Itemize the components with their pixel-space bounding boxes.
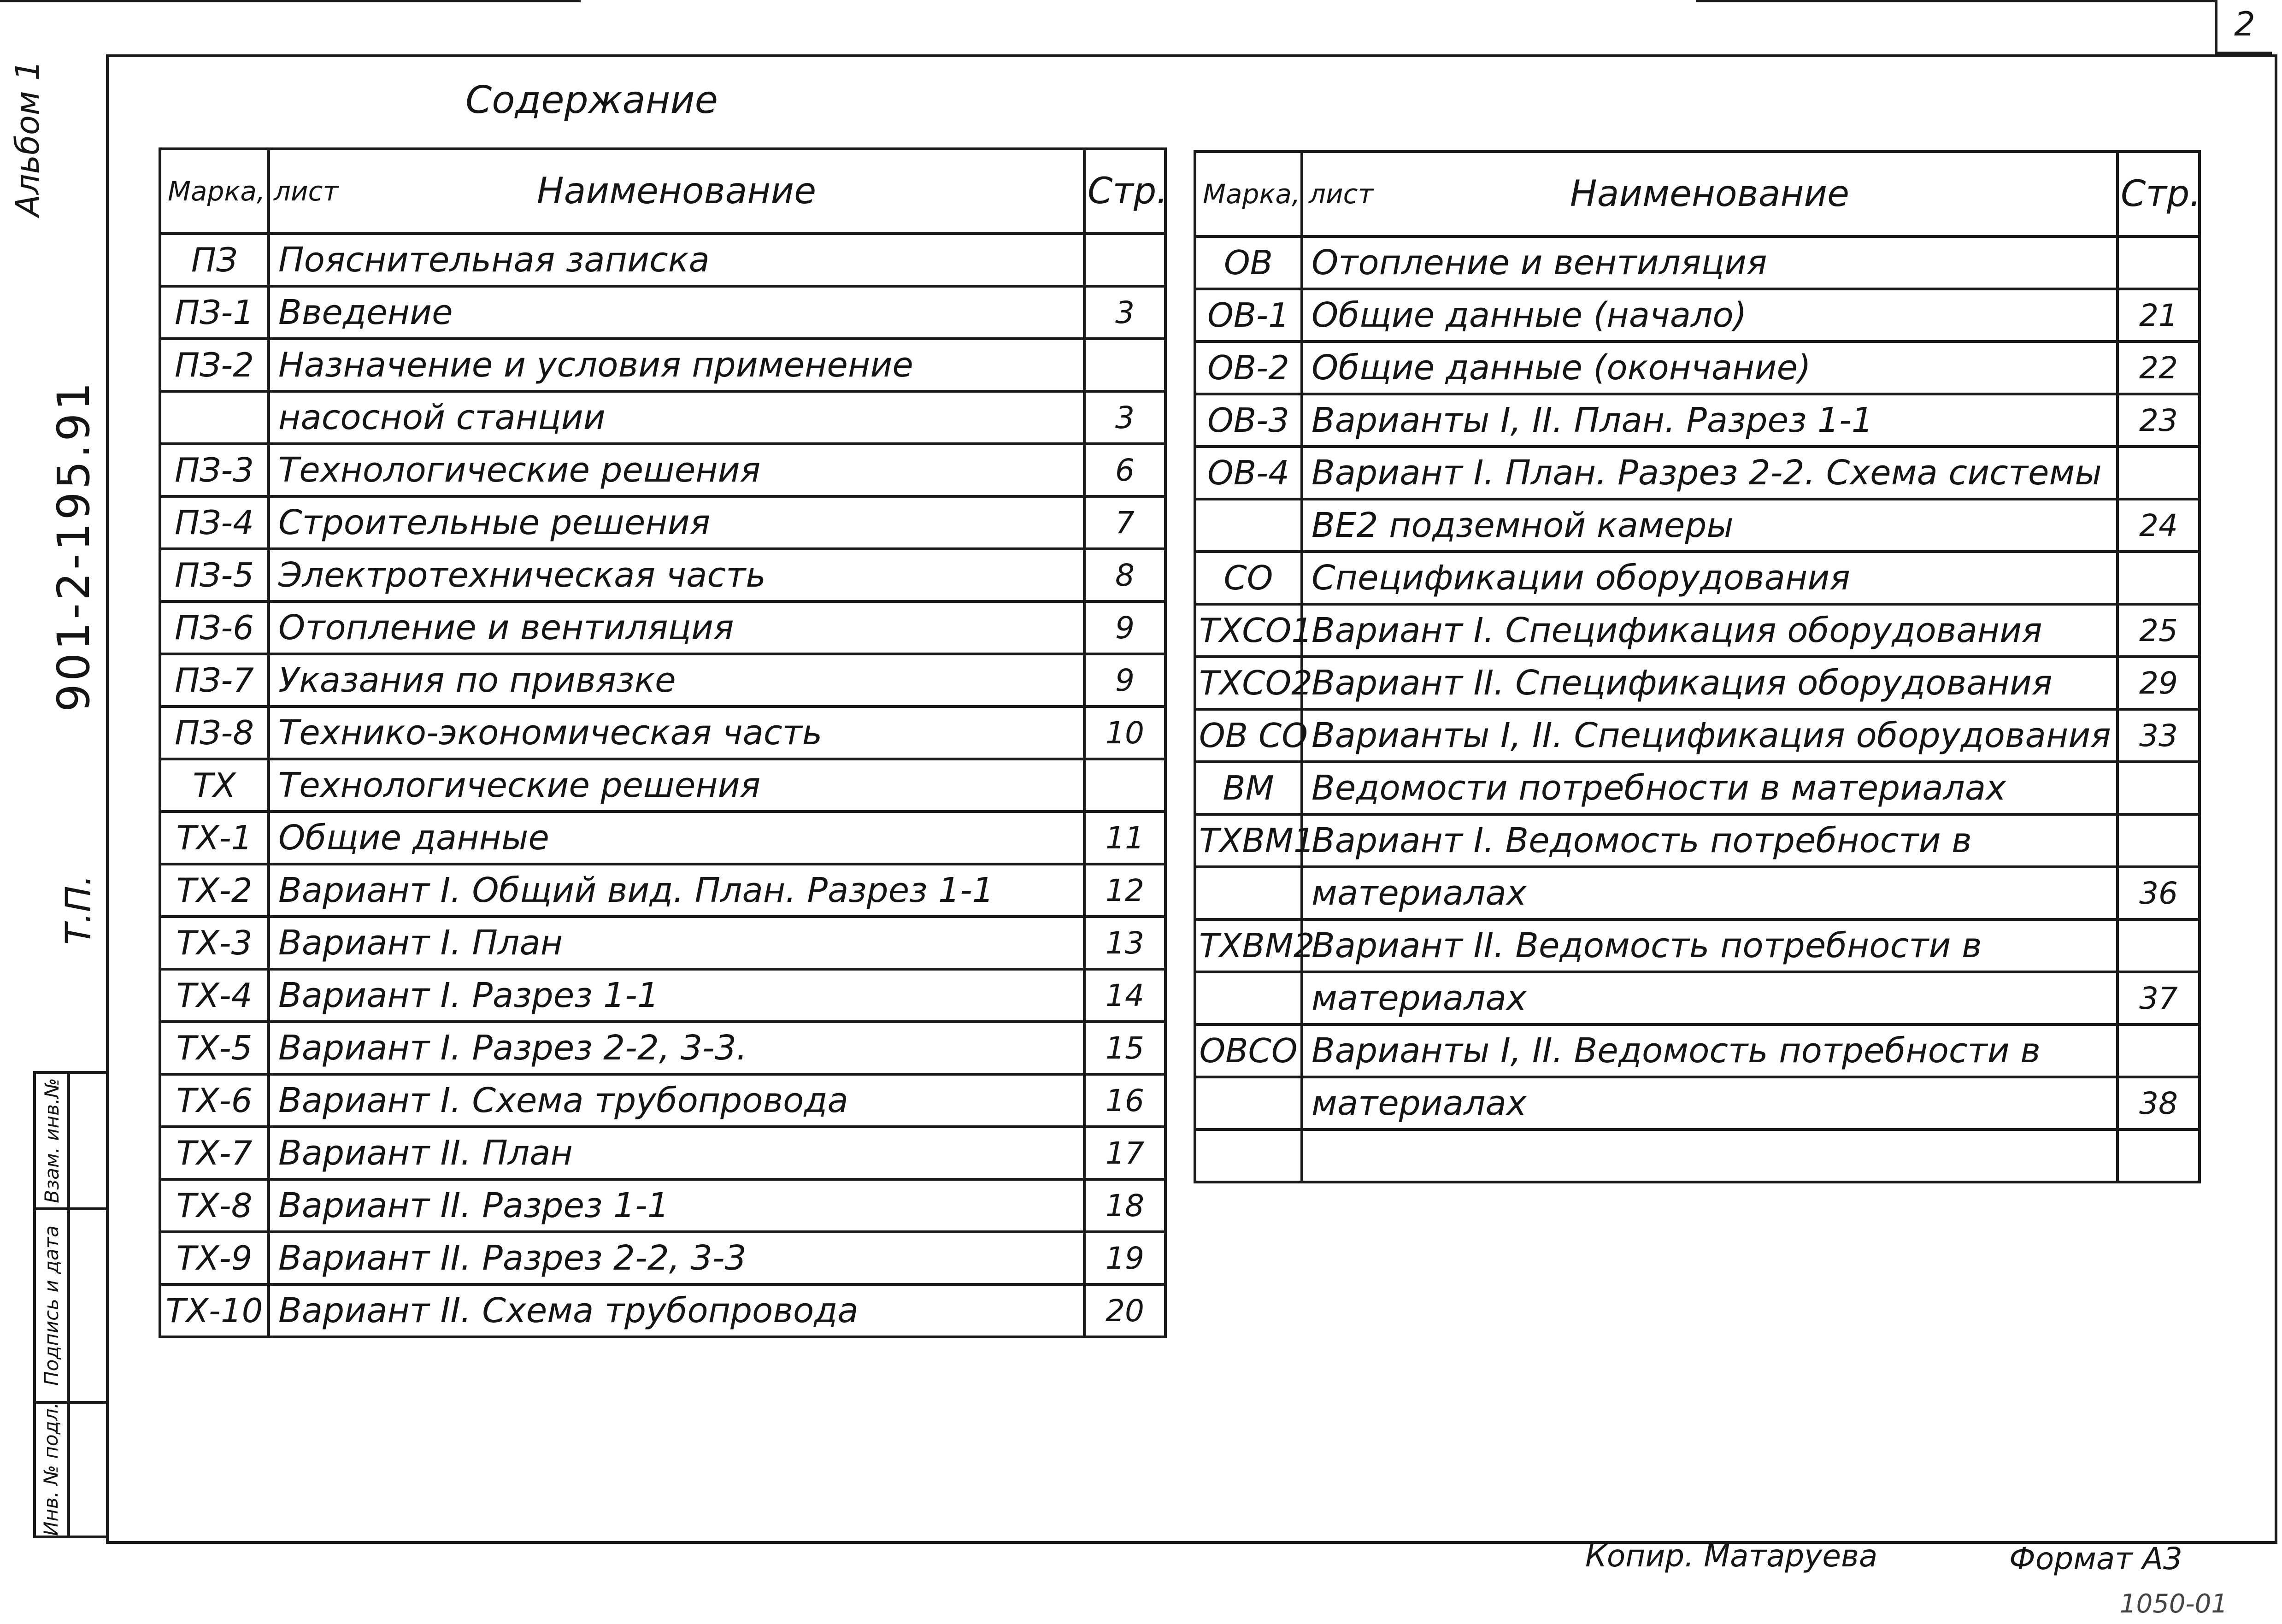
row-code: ОВ-2 bbox=[1195, 341, 1302, 394]
table-row bbox=[160, 917, 1165, 969]
row-code: ТХ-2 bbox=[160, 864, 269, 917]
table-row bbox=[160, 1074, 1165, 1127]
row-page: 7 bbox=[1084, 496, 1165, 549]
row-code: ТХ-6 bbox=[160, 1074, 269, 1127]
row-page: 33 bbox=[2117, 709, 2200, 762]
row-name: материалах bbox=[1302, 972, 2117, 1024]
row-code: ПЗ-2 bbox=[160, 339, 269, 391]
row-name: Технологические решения bbox=[269, 444, 1084, 496]
row-name: материалах bbox=[1302, 1077, 2117, 1130]
row-page: 23 bbox=[2117, 394, 2200, 447]
row-name: Технико-экономическая часть bbox=[269, 706, 1084, 759]
row-code: ПЗ-6 bbox=[160, 601, 269, 654]
row-page: 9 bbox=[1084, 601, 1165, 654]
table-row bbox=[160, 286, 1165, 339]
table-row bbox=[1195, 972, 2200, 1024]
top-edge-line-right bbox=[1696, 0, 2217, 2]
table-row bbox=[1195, 341, 2200, 394]
designation-label: 901-2-195.91 bbox=[48, 379, 100, 712]
row-name: Общие данные (окончание) bbox=[1302, 341, 2117, 394]
side-stamp-inv: Инв. № подл. bbox=[40, 1402, 62, 1536]
table-header-row bbox=[1195, 152, 2200, 236]
row-page: 38 bbox=[2117, 1077, 2200, 1130]
row-page: 8 bbox=[1084, 549, 1165, 601]
table-row bbox=[160, 759, 1165, 812]
table-row bbox=[160, 969, 1165, 1022]
row-name: Вариант I. План bbox=[269, 917, 1084, 969]
row-name: Указания по привязке bbox=[269, 654, 1084, 706]
row-code: ПЗ-3 bbox=[160, 444, 269, 496]
row-code: ПЗ-4 bbox=[160, 496, 269, 549]
row-code: ТХ-3 bbox=[160, 917, 269, 969]
album-label: Альбом 1 bbox=[9, 60, 47, 217]
header-mark: Марка, лист bbox=[160, 149, 269, 234]
table-row bbox=[160, 706, 1165, 759]
side-stamp-podpis: Подпись и дата bbox=[40, 1225, 63, 1386]
row-code: ОВ bbox=[1195, 236, 1302, 289]
row-page: 19 bbox=[1084, 1232, 1165, 1284]
row-name: насосной станции bbox=[269, 391, 1084, 444]
copied-by: Копир. Матаруева bbox=[1585, 1538, 1878, 1574]
row-code: ТХСО2 bbox=[1195, 657, 1302, 709]
row-code: ТХ-9 bbox=[160, 1232, 269, 1284]
format-label: Формат А3 bbox=[2009, 1541, 2182, 1577]
table-row bbox=[1195, 447, 2200, 499]
side-stamp-divider-v bbox=[67, 1074, 70, 1538]
row-code bbox=[1195, 867, 1302, 919]
row-page bbox=[2117, 762, 2200, 814]
row-page: 17 bbox=[1084, 1127, 1165, 1179]
row-name: Вариант II. Разрез 2-2, 3-3 bbox=[269, 1232, 1084, 1284]
table-row bbox=[160, 1232, 1165, 1284]
row-code: ВМ bbox=[1195, 762, 1302, 814]
table-row bbox=[160, 812, 1165, 864]
row-page bbox=[2117, 919, 2200, 972]
row-name: Вариант II. Разрез 1-1 bbox=[269, 1179, 1084, 1232]
row-name: Вариант I. Общий вид. План. Разрез 1-1 bbox=[269, 864, 1084, 917]
row-name: Ведомости потребности в материалах bbox=[1302, 762, 2117, 814]
row-code: ТХ-10 bbox=[160, 1284, 269, 1337]
row-code bbox=[1195, 499, 1302, 552]
row-code: ПЗ-8 bbox=[160, 706, 269, 759]
row-name: Варианты I, II. Спецификация оборудования bbox=[1302, 709, 2117, 762]
row-code: ОВ-3 bbox=[1195, 394, 1302, 447]
row-name: Варианты I, II. План. Разрез 1-1 bbox=[1302, 394, 2117, 447]
row-code: ОВ-4 bbox=[1195, 447, 1302, 499]
row-page: 11 bbox=[1084, 812, 1165, 864]
table-row bbox=[1195, 919, 2200, 972]
row-name: Спецификации оборудования bbox=[1302, 552, 2117, 604]
row-page: 25 bbox=[2117, 604, 2200, 657]
table-row bbox=[160, 864, 1165, 917]
table-row bbox=[160, 1179, 1165, 1232]
sheet-number: 2 bbox=[2234, 5, 2255, 43]
row-page: 3 bbox=[1084, 286, 1165, 339]
row-code bbox=[1195, 1077, 1302, 1130]
table-row bbox=[160, 601, 1165, 654]
row-code: ТХ-7 bbox=[160, 1127, 269, 1179]
row-code: ТХ-8 bbox=[160, 1179, 269, 1232]
table-row bbox=[1195, 867, 2200, 919]
table-row bbox=[1195, 1130, 2200, 1182]
row-page bbox=[2117, 1024, 2200, 1077]
row-name: Вариант I. Спецификация оборудования bbox=[1302, 604, 2117, 657]
side-stamp bbox=[33, 1071, 109, 1538]
table-row bbox=[1195, 1024, 2200, 1077]
document-code: 1050-01 bbox=[2120, 1589, 2228, 1619]
row-page: 3 bbox=[1084, 391, 1165, 444]
header-name: Наименование bbox=[1302, 152, 2117, 236]
table-row bbox=[160, 234, 1165, 286]
row-code: ПЗ-1 bbox=[160, 286, 269, 339]
toc-table-right bbox=[1194, 150, 2201, 1183]
row-page bbox=[2117, 1130, 2200, 1182]
row-page bbox=[1084, 759, 1165, 812]
header-page: Стр. bbox=[2117, 152, 2200, 236]
row-page: 6 bbox=[1084, 444, 1165, 496]
table-row bbox=[160, 444, 1165, 496]
row-code bbox=[1195, 972, 1302, 1024]
row-name: Вариант I. Схема трубопровода bbox=[269, 1074, 1084, 1127]
row-page: 9 bbox=[1084, 654, 1165, 706]
table-row bbox=[160, 654, 1165, 706]
table-row bbox=[160, 1127, 1165, 1179]
table-row bbox=[1195, 499, 2200, 552]
row-name bbox=[1302, 1130, 2117, 1182]
row-page: 22 bbox=[2117, 341, 2200, 394]
row-code: ТХ-1 bbox=[160, 812, 269, 864]
table-row bbox=[1195, 762, 2200, 814]
sheet-number-box bbox=[2215, 0, 2272, 54]
row-name: Строительные решения bbox=[269, 496, 1084, 549]
table-row bbox=[160, 549, 1165, 601]
row-name: Вариант I. План. Разрез 2-2. Схема системы bbox=[1302, 447, 2117, 499]
row-code bbox=[1195, 1130, 1302, 1182]
row-page: 10 bbox=[1084, 706, 1165, 759]
row-page bbox=[2117, 814, 2200, 867]
side-stamp-vzam: Взам. инв.№ bbox=[41, 1078, 63, 1203]
row-name: Вариант II. Схема трубопровода bbox=[269, 1284, 1084, 1337]
row-code: ОВСО bbox=[1195, 1024, 1302, 1077]
row-page: 12 bbox=[1084, 864, 1165, 917]
row-name: Вариант II. План bbox=[269, 1127, 1084, 1179]
header-mark: Марка, лист bbox=[1195, 152, 1302, 236]
row-code: ТХ-5 bbox=[160, 1022, 269, 1074]
row-code: ПЗ-7 bbox=[160, 654, 269, 706]
table-row bbox=[1195, 394, 2200, 447]
table-row bbox=[1195, 1077, 2200, 1130]
row-name: Общие данные (начало) bbox=[1302, 289, 2117, 341]
table-row bbox=[1195, 709, 2200, 762]
row-code: ТХСО1 bbox=[1195, 604, 1302, 657]
row-name: Электротехническая часть bbox=[269, 549, 1084, 601]
row-name: ВЕ2 подземной камеры bbox=[1302, 499, 2117, 552]
row-page: 15 bbox=[1084, 1022, 1165, 1074]
row-name: Пояснительная записка bbox=[269, 234, 1084, 286]
table-row bbox=[160, 391, 1165, 444]
row-page bbox=[2117, 447, 2200, 499]
row-page: 29 bbox=[2117, 657, 2200, 709]
row-page: 21 bbox=[2117, 289, 2200, 341]
table-row bbox=[1195, 604, 2200, 657]
row-name: Вариант I. Ведомость потребности в bbox=[1302, 814, 2117, 867]
row-code: ТХВМ1 bbox=[1195, 814, 1302, 867]
row-page: 36 bbox=[2117, 867, 2200, 919]
row-name: Вариант II. Ведомость потребности в bbox=[1302, 919, 2117, 972]
header-name: Наименование bbox=[269, 149, 1084, 234]
row-name: Вариант I. Разрез 1-1 bbox=[269, 969, 1084, 1022]
table-row bbox=[160, 339, 1165, 391]
top-edge-line-left bbox=[0, 0, 581, 2]
row-page: 37 bbox=[2117, 972, 2200, 1024]
row-page bbox=[1084, 339, 1165, 391]
row-name: Отопление и вентиляция bbox=[269, 601, 1084, 654]
row-page: 24 bbox=[2117, 499, 2200, 552]
row-name: Технологические решения bbox=[269, 759, 1084, 812]
row-page bbox=[2117, 552, 2200, 604]
row-page: 14 bbox=[1084, 969, 1165, 1022]
toc-table-left bbox=[159, 147, 1167, 1338]
row-name: Варианты I, II. Ведомость потребности в bbox=[1302, 1024, 2117, 1077]
row-page bbox=[1084, 234, 1165, 286]
row-code: СО bbox=[1195, 552, 1302, 604]
table-row bbox=[1195, 552, 2200, 604]
table-header-row bbox=[160, 149, 1165, 234]
row-code: ОВ-1 bbox=[1195, 289, 1302, 341]
row-name: Введение bbox=[269, 286, 1084, 339]
table-row bbox=[160, 496, 1165, 549]
row-page bbox=[2117, 236, 2200, 289]
table-row bbox=[1195, 236, 2200, 289]
row-name: Назначение и условия применение bbox=[269, 339, 1084, 391]
row-name: Вариант I. Разрез 2-2, 3-3. bbox=[269, 1022, 1084, 1074]
row-page: 18 bbox=[1084, 1179, 1165, 1232]
row-code: ТХ bbox=[160, 759, 269, 812]
row-name: Отопление и вентиляция bbox=[1302, 236, 2117, 289]
tp-label: Т.П. bbox=[58, 875, 99, 945]
table-row bbox=[1195, 289, 2200, 341]
page-title: Содержание bbox=[465, 78, 718, 122]
table-row bbox=[160, 1284, 1165, 1337]
row-code: ТХВМ2 bbox=[1195, 919, 1302, 972]
row-code: ОВ СО bbox=[1195, 709, 1302, 762]
row-code bbox=[160, 391, 269, 444]
row-name: Общие данные bbox=[269, 812, 1084, 864]
row-page: 20 bbox=[1084, 1284, 1165, 1337]
header-page: Стр. bbox=[1084, 149, 1165, 234]
row-code: ПЗ-5 bbox=[160, 549, 269, 601]
table-row bbox=[1195, 657, 2200, 709]
row-page: 13 bbox=[1084, 917, 1165, 969]
row-page: 16 bbox=[1084, 1074, 1165, 1127]
table-row bbox=[1195, 814, 2200, 867]
table-row bbox=[160, 1022, 1165, 1074]
row-code: ТХ-4 bbox=[160, 969, 269, 1022]
row-name: материалах bbox=[1302, 867, 2117, 919]
row-name: Вариант II. Спецификация оборудования bbox=[1302, 657, 2117, 709]
row-code: ПЗ bbox=[160, 234, 269, 286]
